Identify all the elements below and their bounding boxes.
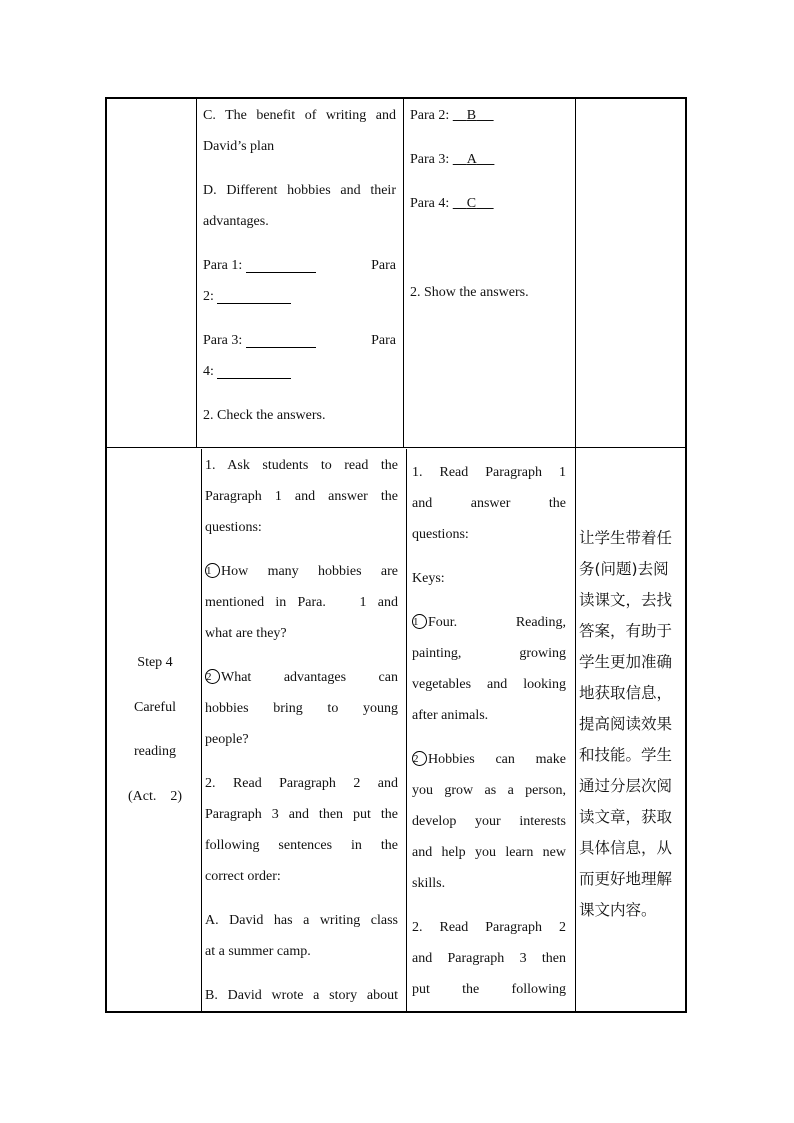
table-right-border [685,97,687,1013]
para4-answer: C [466,196,477,211]
answer-1: 1 Four. Reading, painting, growing vegetables and looking after animals. [412,615,566,723]
task1: 1. Ask students to read the Paragraph 1 and answer the questions: [205,458,398,535]
question-1: 1 How many hobbies are mentioned in Para. 1 and what are they? [205,564,398,641]
blank-para4 [217,360,291,379]
design-rationale-cell: 让学生带着任 务(问题)去阅 读课文，去找 答案，有助于 学生更加准确 地获取信息， 提高阅读效果 和技能。学生 通过分层次阅 读文章，获取 具体信息，从 而更好地理解 课文内容。 [579,529,673,919]
answer-2: 2 Hobbies can make you grow as a person, develop your interests and help you learn new skills. [412,752,566,891]
task2: 2. Read Paragraph 2 and Paragraph 3 and then put the following sentences in the correct order: [205,776,398,884]
col1-divider-row2 [201,449,202,1013]
question-2: 2 What advantages can hobbies bring to young people? [205,670,398,747]
row2-activities-cell [205,450,398,1024]
option-d: D. Different hobbies and their advantages. [203,183,396,229]
keys-label: Keys: [412,571,445,586]
show-answers: 2. Show the answers. [410,285,529,300]
option-c: C. The benefit of writing and David’s plan [203,108,396,154]
para2-answer-line: Para 2: B [410,100,570,131]
sentence-a: A. David has a writing class at a summer camp. [205,913,398,959]
row1-student-activity-cell [410,100,570,321]
para2-answer: B [466,108,477,123]
para4-answer-line: Para 4: C [410,188,570,219]
circled-number-1: 1 [205,563,220,578]
para-blanks-1: Para 1: Para 2: [203,250,396,312]
lesson-plan-table [107,97,687,1013]
circled-number-2: 2 [412,751,427,766]
row1-activities-cell [203,100,396,444]
circled-number-2: 2 [205,669,220,684]
para3-answer: A [466,152,477,167]
check-answers: 2. Check the answers. [203,408,326,423]
blank-para2 [217,285,291,304]
para-blanks-2: Para 3: Para 4: [203,325,396,387]
blank-para3 [246,329,316,348]
blank-para1 [246,254,316,273]
read-paragraph-1: 1. Read Paragraph 1 and answer the questions: [412,465,566,542]
circled-number-1: 1 [412,614,427,629]
table-left-border [105,97,107,1013]
sentence-b: B. David wrote a story about [205,988,398,1003]
col2-divider-row1 [403,99,404,447]
col3-divider [575,99,576,1013]
para3-answer-line: Para 3: A [410,144,570,175]
row2-student-activity-cell [412,457,566,1018]
row-divider [107,447,685,448]
read-paragraph-2: 2. Read Paragraph 2 and Paragraph 3 then put the following [412,920,566,997]
col1-divider-row1 [196,99,197,447]
step-label: Step 4 Careful reading (Act. 2) [127,655,183,804]
col2-divider-row2 [406,449,407,1013]
